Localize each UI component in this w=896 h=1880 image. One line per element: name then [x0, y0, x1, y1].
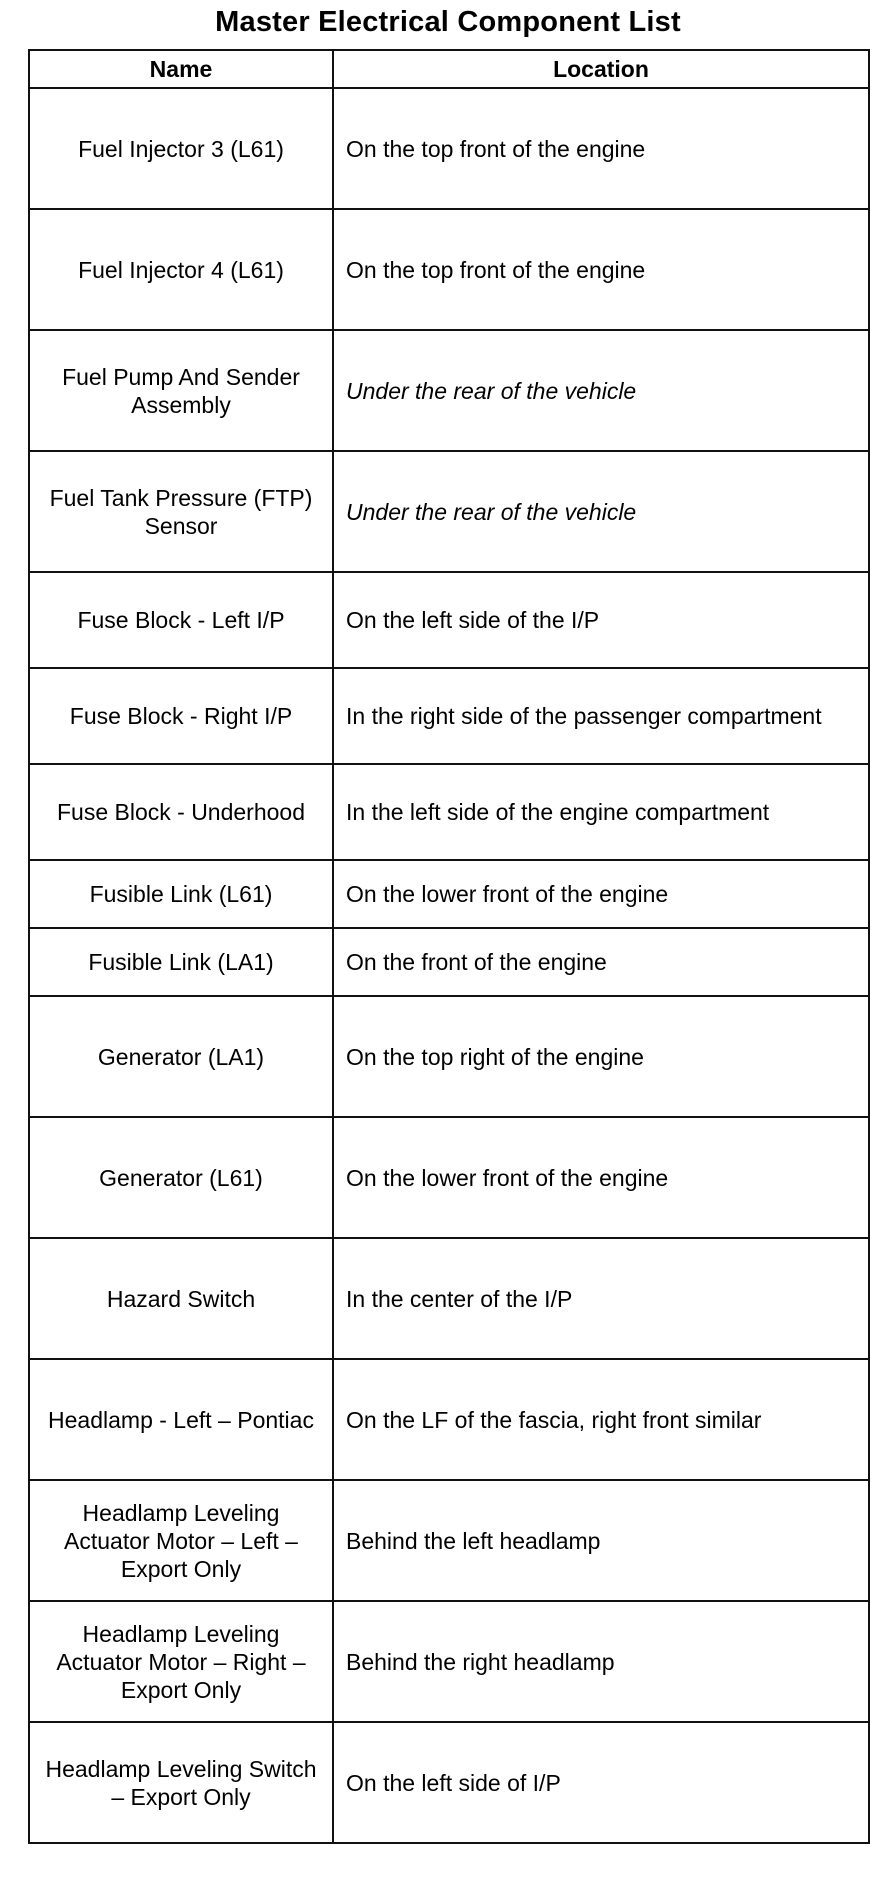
component-name-cell: Fuel Tank Pressure (FTP) Sensor: [29, 451, 333, 572]
component-table: [28, 49, 870, 1844]
component-location-cell: In the center of the I/P: [333, 1238, 869, 1359]
page-title: Master Electrical Component List: [215, 6, 681, 38]
component-name-cell: Fuel Injector 3 (L61): [29, 88, 333, 209]
component-name-cell: Hazard Switch: [29, 1238, 333, 1359]
table-row: [29, 668, 869, 764]
table-row: [29, 1722, 869, 1843]
table-row: [29, 996, 869, 1117]
component-name-cell: Generator (L61): [29, 1117, 333, 1238]
column-header-name: Name: [29, 50, 333, 88]
component-location-cell: Behind the right headlamp: [333, 1601, 869, 1722]
table-row: [29, 1601, 869, 1722]
component-location-cell: In the left side of the engine compartment: [333, 764, 869, 860]
component-location-cell: Under the rear of the vehicle: [333, 330, 869, 451]
table-row: [29, 88, 869, 209]
component-name-cell: Generator (LA1): [29, 996, 333, 1117]
table-row: [29, 1480, 869, 1601]
component-location-cell: In the right side of the passenger compartment: [333, 668, 869, 764]
table-row: [29, 928, 869, 996]
table-row: [29, 1359, 869, 1480]
table-row: [29, 572, 869, 668]
component-location-cell: On the lower front of the engine: [333, 1117, 869, 1238]
table-row: [29, 330, 869, 451]
table-header-row: [29, 50, 869, 88]
component-name-cell: Fusible Link (LA1): [29, 928, 333, 996]
table-row: [29, 1238, 869, 1359]
component-location-cell: On the left side of the I/P: [333, 572, 869, 668]
component-location-cell: On the front of the engine: [333, 928, 869, 996]
component-name-cell: Fuel Injector 4 (L61): [29, 209, 333, 330]
component-name-cell: Headlamp Leveling Switch – Export Only: [29, 1722, 333, 1843]
component-location-cell: On the lower front of the engine: [333, 860, 869, 928]
component-name-cell: Headlamp Leveling Actuator Motor – Right – Export Only: [29, 1601, 333, 1722]
component-location-cell: On the top right of the engine: [333, 996, 869, 1117]
component-name-cell: Headlamp Leveling Actuator Motor – Left – Export Only: [29, 1480, 333, 1601]
component-location-cell: On the top front of the engine: [333, 209, 869, 330]
component-location-cell: On the left side of I/P: [333, 1722, 869, 1843]
component-location-cell: Behind the left headlamp: [333, 1480, 869, 1601]
table-row: [29, 860, 869, 928]
component-name-cell: Fusible Link (L61): [29, 860, 333, 928]
table-row: [29, 209, 869, 330]
table-row: [29, 451, 869, 572]
component-location-cell: On the LF of the fascia, right front similar: [333, 1359, 869, 1480]
component-name-cell: Fuse Block - Left I/P: [29, 572, 333, 668]
component-name-cell: Fuse Block - Underhood: [29, 764, 333, 860]
table-row: [29, 1117, 869, 1238]
component-location-cell: On the top front of the engine: [333, 88, 869, 209]
column-header-location: Location: [333, 50, 869, 88]
component-name-cell: Headlamp - Left – Pontiac: [29, 1359, 333, 1480]
component-name-cell: Fuel Pump And Sender Assembly: [29, 330, 333, 451]
component-location-cell: Under the rear of the vehicle: [333, 451, 869, 572]
component-name-cell: Fuse Block - Right I/P: [29, 668, 333, 764]
table-row: [29, 764, 869, 860]
